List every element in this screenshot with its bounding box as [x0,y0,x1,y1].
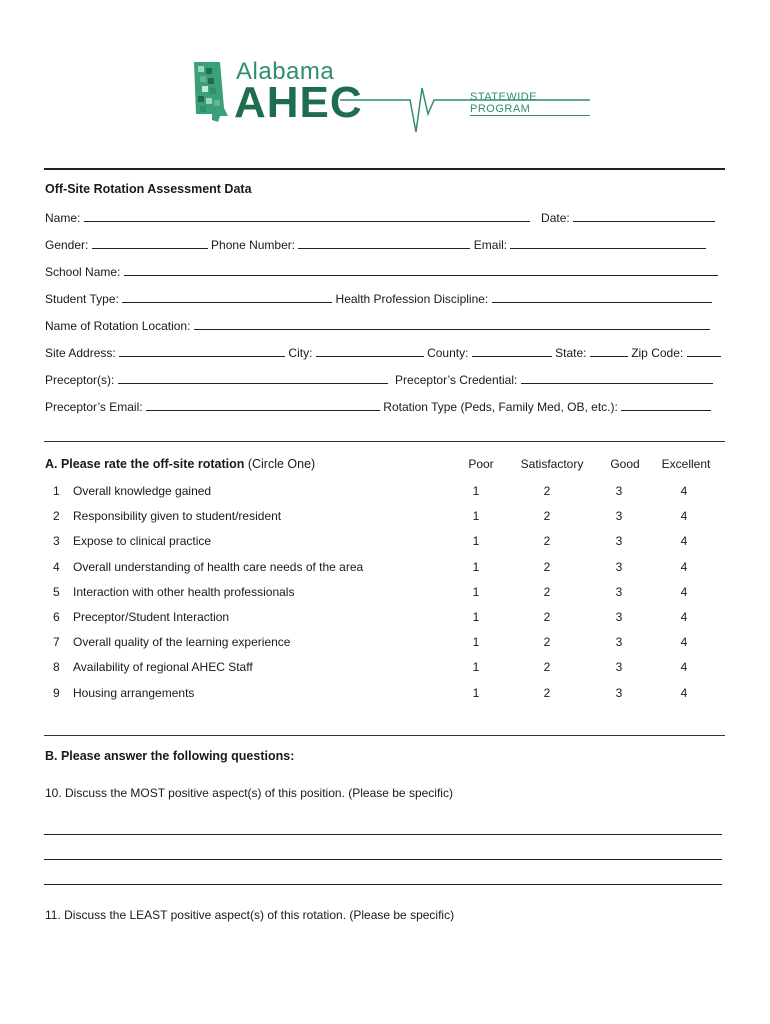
rating-option-poor[interactable]: 1 [472,584,480,599]
state-label: State: [555,346,587,360]
city-label: City: [288,346,313,360]
county-field[interactable] [472,345,552,357]
logo-line-alabama: Alabama [236,58,335,85]
logo-line-ahec: AHEC [234,78,363,127]
question-10: 10. Discuss the MOST positive aspect(s) of this position. (Please be specific) [45,786,453,800]
state-field[interactable] [590,345,628,357]
rating-option-satisfactory[interactable]: 2 [543,584,551,599]
gender-field[interactable] [92,237,208,249]
discipline-label: Health Profession Discipline: [335,292,489,306]
rating-row-label: Expose to clinical practice [73,534,212,549]
rating-row [45,484,725,502]
header-divider [44,168,725,170]
zip-label: Zip Code: [631,346,684,360]
school-field[interactable] [124,264,718,276]
date-label: Date: [541,211,570,225]
rotation-location-field[interactable] [194,318,710,330]
scale-header-satisfactory: Satisfactory [520,457,584,471]
rating-row-number: 4 [53,559,60,574]
preceptor-email-label: Preceptor’s Email: [45,400,143,414]
date-field[interactable] [573,210,715,222]
preceptors-field[interactable] [118,372,388,384]
preceptors-row [45,372,723,387]
discipline-field[interactable] [492,291,712,303]
rating-row [45,635,725,653]
question-11: 11. Discuss the LEAST positive aspect(s) of this rotation. (Please be specific) [45,908,455,922]
rating-option-excellent[interactable]: 4 [680,534,688,549]
rating-row-number: 8 [53,660,60,675]
rating-row [45,560,725,578]
rating-option-excellent[interactable]: 4 [680,635,688,650]
rating-option-excellent[interactable]: 4 [680,559,688,574]
section-b-title: B. Please answer the following questions: [45,749,295,763]
rating-option-poor[interactable]: 1 [472,559,480,574]
rating-option-satisfactory[interactable]: 2 [543,534,551,549]
rating-option-good[interactable]: 3 [615,635,623,650]
rating-option-good[interactable]: 3 [615,610,623,624]
rating-option-excellent[interactable]: 4 [680,610,688,624]
scale-header-excellent: Excellent [661,457,711,471]
rotation-location-row [45,318,723,333]
form-title: Off-Site Rotation Assessment Data [45,182,252,196]
phone-field[interactable] [298,237,470,249]
rating-row-label: Availability of regional AHEC Staff [73,660,253,675]
rating-row [45,610,725,628]
rating-option-poor[interactable]: 1 [472,685,480,700]
answer-line-10-3[interactable] [44,884,722,885]
student-type-field[interactable] [122,291,332,303]
rating-row [45,585,725,603]
email-label: Email: [473,238,508,252]
rating-option-poor[interactable]: 1 [472,534,480,549]
section-a-title-bold: A. Please rate the off-site rotation [45,457,245,471]
rating-option-excellent[interactable]: 4 [680,660,688,675]
section-a-title [45,457,315,471]
rating-option-satisfactory[interactable]: 2 [543,635,551,650]
rating-row-number: 2 [53,509,60,524]
rating-option-poor[interactable]: 1 [472,635,480,650]
rating-row-number: 6 [53,610,60,624]
site-address-field[interactable] [119,345,285,357]
name-field[interactable] [84,210,530,222]
answer-line-10-1[interactable] [44,834,722,835]
rating-row [45,686,725,704]
rating-option-satisfactory[interactable]: 2 [543,610,551,624]
rating-option-satisfactory[interactable]: 2 [543,484,551,498]
student-type-label: Student Type: [45,292,119,306]
rating-option-good[interactable]: 3 [615,685,623,700]
preceptor-email-field[interactable] [146,399,380,411]
zip-field[interactable] [687,345,721,357]
rating-option-excellent[interactable]: 4 [680,584,688,599]
rating-row-label: Overall understanding of health care needs of the area [73,559,364,574]
rating-row-label: Preceptor/Student Interaction [73,610,230,624]
logo-tagline: STATEWIDE PROGRAM [470,91,590,116]
rating-row [45,660,725,678]
rating-option-poor[interactable]: 1 [472,509,480,524]
school-row [45,264,723,279]
site-address-label: Site Address: [45,346,116,360]
email-field[interactable] [510,237,706,249]
rating-option-good[interactable]: 3 [615,660,623,675]
name-label: Name: [45,211,81,225]
rating-row-number: 1 [53,484,60,498]
rotation-type-label: Rotation Type (Peds, Family Med, OB, etc.): [383,400,618,414]
rating-option-satisfactory[interactable]: 2 [543,685,551,700]
gender-label: Gender: [45,238,89,252]
rating-option-excellent[interactable]: 4 [680,509,688,524]
rating-row-number: 7 [53,635,60,650]
rating-row-label: Overall quality of the learning experience [73,635,291,650]
rotation-location-label: Name of Rotation Location: [45,319,191,333]
rating-row-label: Housing arrangements [73,685,195,700]
rating-option-poor[interactable]: 1 [472,660,480,675]
rating-option-excellent[interactable]: 4 [680,484,688,498]
gender-phone-email-row [45,237,723,252]
phone-label: Phone Number: [211,238,296,252]
rating-option-excellent[interactable]: 4 [680,685,688,700]
rotation-type-field[interactable] [621,399,711,411]
rating-option-poor[interactable]: 1 [472,484,480,498]
rating-option-satisfactory[interactable]: 2 [543,509,551,524]
rating-option-good[interactable]: 3 [615,559,623,574]
city-field[interactable] [316,345,424,357]
rating-option-satisfactory[interactable]: 2 [543,559,551,574]
rating-row-label: Interaction with other health professionals [73,584,295,599]
rating-row-label: Overall knowledge gained [73,484,212,498]
student-type-row [45,291,723,306]
section-b-divider [44,735,725,736]
alabama-ahec-logo [190,58,590,138]
rating-option-poor[interactable]: 1 [472,610,480,624]
rating-option-good[interactable]: 3 [615,509,623,524]
rating-option-good[interactable]: 3 [615,534,623,549]
rating-option-good[interactable]: 3 [615,484,623,498]
school-label: School Name: [45,265,121,279]
name-date-row [45,210,723,225]
credential-label: Preceptor’s Credential: [395,373,518,387]
credential-field[interactable] [521,372,713,384]
rating-row-label: Responsibility given to student/resident [73,509,282,524]
rating-option-good[interactable]: 3 [615,584,623,599]
section-a-divider [44,441,725,442]
answer-line-10-2[interactable] [44,859,722,860]
rating-row [45,509,725,527]
rating-row [45,534,725,552]
site-address-row [45,345,723,360]
scale-header-poor: Poor [468,457,494,471]
preceptors-label: Preceptor(s): [45,373,115,387]
rating-row-number: 3 [53,534,60,549]
rating-row-number: 9 [53,685,60,700]
rating-row-number: 5 [53,584,60,599]
preceptor-email-row [45,399,723,414]
rating-option-satisfactory[interactable]: 2 [543,660,551,675]
scale-header-good: Good [610,457,640,471]
county-label: County: [427,346,469,360]
section-a-title-note: (Circle One) [247,457,316,471]
